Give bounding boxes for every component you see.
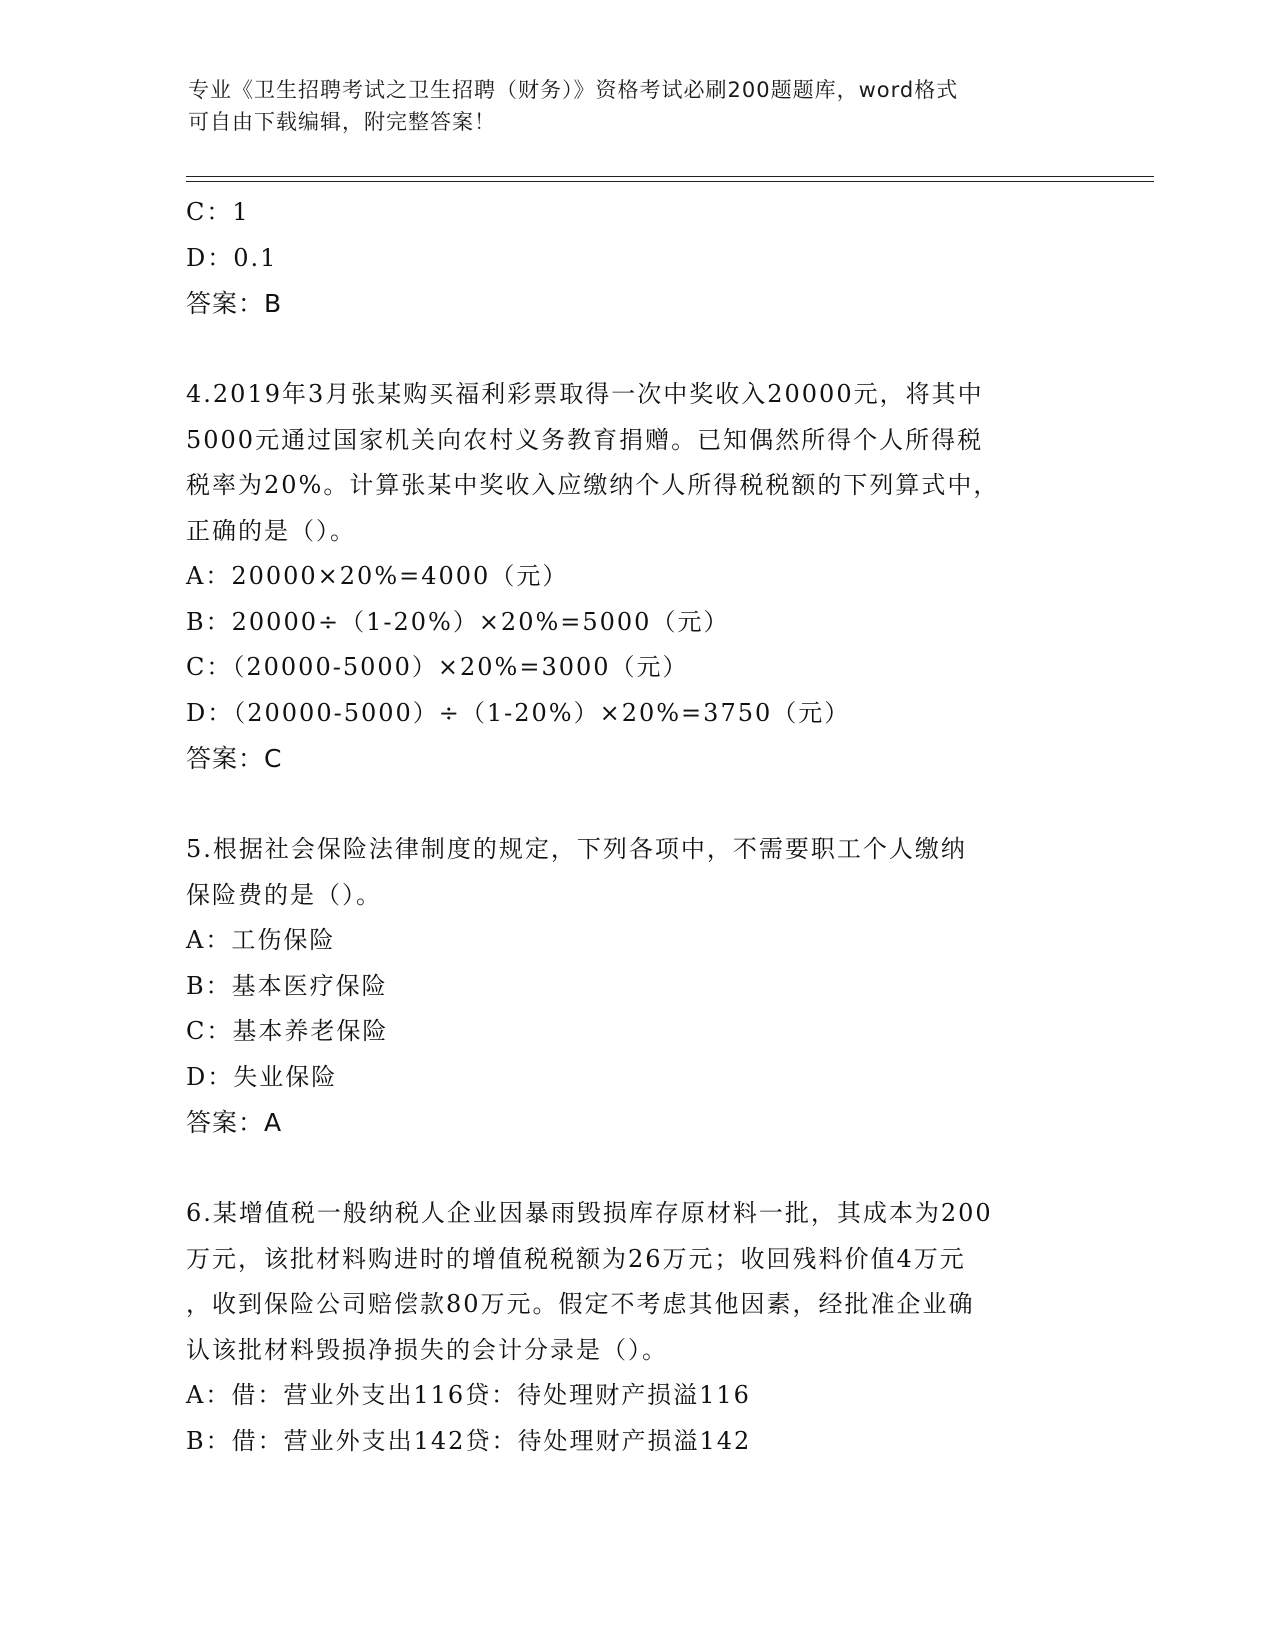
question-stem-line: 税率为20%。计算张某中奖收入应缴纳个人所得税税额的下列算式中，: [186, 471, 1000, 499]
question-3-tail: [186, 190, 1086, 327]
option-b: B：20000÷（1-20%）×20%=5000（元）: [186, 607, 730, 636]
question-stem-line: 5.根据社会保险法律制度的规定，下列各项中，不需要职工个人缴纳: [186, 835, 967, 863]
option-d: D：（20000-5000）÷（1-20%）×20%=3750（元）: [186, 698, 851, 727]
header-line-1: 专业《卫生招聘考试之卫生招聘（财务）》资格考试必刷200题题库，word格式: [188, 78, 959, 102]
option-a: A：借：营业外支出116贷：待处理财产损溢116: [186, 1381, 751, 1409]
question-6: [186, 1191, 1086, 1464]
question-stem-line: ，收到保险公司赔偿款80万元。假定不考虑其他因素，经批准企业确: [186, 1290, 975, 1318]
header-divider-bottom: [186, 181, 1154, 182]
question-stem-line: 认该批材料毁损净损失的会计分录是（）。: [186, 1335, 668, 1364]
question-list: [186, 190, 1086, 1464]
answer-line: 答案：C: [186, 744, 283, 773]
spacer: [186, 782, 1086, 828]
option-b: B：借：营业外支出142贷：待处理财产损溢142: [186, 1426, 752, 1455]
option-d: D：0.1: [186, 243, 278, 272]
option-a: A：20000×20%=4000（元）: [186, 562, 569, 590]
question-stem-line: 4.2019年3月张某购买福利彩票取得一次中奖收入20000元，将其中: [186, 380, 984, 408]
option-c: C：1: [186, 198, 250, 226]
question-stem-line: 正确的是（）。: [186, 516, 356, 545]
header-line-2: 可自由下载编辑，附完整答案！: [188, 110, 496, 134]
option-a: A：工伤保险: [186, 926, 336, 954]
question-stem-line: 6.某增值税一般纳税人企业因暴雨毁损库存原材料一批，其成本为200: [186, 1199, 993, 1227]
spacer: [186, 327, 1086, 373]
question-stem-line: 保险费的是（）。: [186, 880, 382, 909]
question-5: [186, 827, 1086, 1146]
option-c: C：基本养老保险: [186, 1017, 389, 1045]
option-d: D：失业保险: [186, 1062, 338, 1091]
question-stem-line: 万元，该批材料购进时的增值税税额为26万元；收回残料价值4万元: [186, 1244, 966, 1273]
option-c: C：（20000-5000）×20%=3000（元）: [186, 653, 689, 681]
spacer: [186, 1146, 1086, 1192]
answer-line: 答案：A: [186, 1108, 283, 1137]
answer-line: 答案：B: [186, 289, 283, 318]
question-4: [186, 372, 1086, 782]
option-b: B：基本医疗保险: [186, 971, 388, 1000]
question-stem-line: 5000元通过国家机关向农村义务教育捐赠。已知偶然所得个人所得税: [186, 425, 984, 454]
header-divider-top: [186, 176, 1154, 177]
document-header: [188, 74, 1068, 138]
